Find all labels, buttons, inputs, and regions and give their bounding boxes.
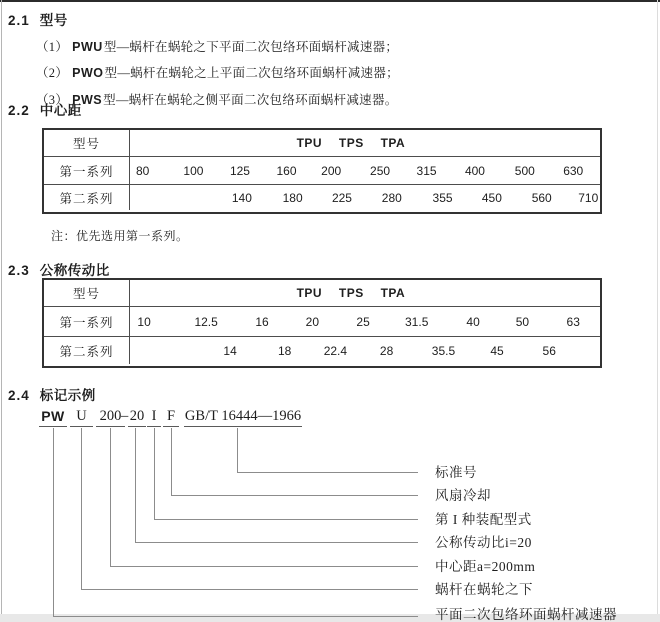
table-row-values	[130, 157, 600, 184]
table-row-label: 第一系列	[44, 157, 130, 184]
table-cell: 315	[416, 163, 437, 178]
table-cell: 63	[566, 314, 580, 329]
callout-nominal-ratio: 公称传动比i=20	[435, 535, 532, 550]
callout-worm-below-wheel: 蜗杆在蜗轮之下	[435, 582, 533, 597]
model-item-prefix: （3）	[36, 93, 69, 107]
page-top-border	[0, 0, 660, 2]
leader-hline-ratio	[135, 542, 418, 543]
table-row	[44, 306, 600, 336]
table-cell: 12.5	[194, 314, 218, 329]
table-cell: 225	[331, 190, 352, 205]
table-cell: 35.5	[431, 343, 456, 358]
callout-reducer-type-name: 平面二次包络环面蜗杆减速器	[435, 607, 617, 622]
table-cell: 31.5	[405, 314, 429, 329]
table-cell: 450	[481, 190, 502, 205]
leader-line-u	[81, 428, 82, 589]
leader-line-ratio	[135, 428, 136, 542]
table-cell: 560	[531, 190, 552, 205]
table-models-header: TPU TPS TPA	[296, 136, 406, 150]
table-cell: 56	[542, 343, 556, 358]
table-cell: 280	[381, 190, 402, 205]
code-part-standard: GB/T 16444—1966	[184, 408, 302, 427]
leader-hline-assembly	[154, 519, 418, 520]
table-cell: 10	[137, 314, 151, 329]
table-cell: 140	[231, 190, 252, 205]
table-row	[44, 156, 600, 184]
page-left-border	[1, 0, 2, 614]
section-heading-center-distance	[8, 103, 82, 119]
leader-hline-pw	[53, 616, 418, 617]
table-header-row	[44, 280, 600, 306]
leader-hline-standard	[237, 472, 418, 473]
code-part-center-distance: 200	[96, 408, 125, 427]
table-corner-label: 型号	[44, 280, 130, 306]
model-item-prefix: （1）	[36, 40, 69, 54]
section-title: 公称传动比	[39, 263, 110, 278]
table-corner-label: 型号	[44, 130, 130, 156]
leader-line-fan	[171, 428, 172, 495]
table-cell: 22.4	[323, 343, 348, 358]
model-item-code: PWS	[72, 93, 103, 107]
section-number: 2.2	[8, 103, 30, 118]
table-header-cell	[130, 280, 600, 306]
section-heading-marking-example	[8, 388, 96, 404]
model-item-desc: 型—蜗杆在蜗轮之侧平面二次包络环面蜗杆减速器。	[103, 93, 398, 107]
model-item-desc: 型—蜗杆在蜗轮之上平面二次包络环面蜗杆减速器；	[104, 66, 399, 80]
code-dash: –	[121, 408, 129, 424]
code-part-fan: F	[163, 408, 179, 427]
table-row-label: 第二系列	[44, 337, 130, 364]
callout-assembly-type: 第 I 种装配型式	[435, 512, 532, 527]
table-models-header: TPU TPS TPA	[296, 286, 406, 300]
table-cell: 20	[305, 314, 320, 329]
leader-line-pw	[53, 428, 54, 616]
table-cell: 14	[223, 343, 237, 358]
page-right-border	[657, 0, 658, 614]
callout-fan-cooling: 风扇冷却	[435, 488, 491, 503]
ratio-table	[42, 278, 602, 368]
model-item-code: PWO	[72, 66, 104, 80]
model-item-desc: 型—蜗杆在蜗轮之下平面二次包络环面蜗杆减速器；	[103, 40, 399, 54]
table-row	[44, 184, 600, 210]
section-title: 标记示例	[39, 388, 96, 403]
section-heading-model	[8, 13, 68, 29]
leader-line-assembly	[154, 428, 155, 519]
table-row-values	[130, 307, 600, 336]
table-cell: 40	[466, 314, 480, 329]
table-cell: 18	[277, 343, 292, 358]
model-item-pwo	[36, 66, 399, 81]
code-part-ratio: 20	[128, 408, 146, 427]
table-row-values	[130, 185, 600, 210]
table-cell: 200	[321, 163, 342, 178]
table-cell: 400	[464, 163, 485, 178]
leader-line-standard	[237, 428, 238, 472]
model-item-pwu	[36, 40, 398, 55]
table-cell: 28	[379, 343, 394, 358]
model-item-code: PWU	[72, 40, 103, 54]
table-cell: 25	[356, 314, 370, 329]
table-header-row	[44, 130, 600, 156]
table-cell: 710	[578, 190, 599, 205]
leader-hline-fan	[171, 495, 418, 496]
table-cell: 180	[282, 190, 303, 205]
table-cell: 45	[490, 343, 504, 358]
table-note: 注：优先选用第一系列。	[51, 229, 189, 243]
center-distance-table	[42, 128, 602, 214]
model-item-pws	[36, 93, 398, 108]
section-heading-ratio	[8, 263, 110, 279]
leader-line-a	[110, 428, 111, 566]
table-cell: 50	[515, 314, 530, 329]
section-title: 中心距	[39, 103, 82, 118]
section-number: 2.3	[8, 263, 30, 278]
code-part-assembly: I	[147, 408, 161, 427]
table-header-cell	[130, 130, 600, 156]
table-cell: 355	[432, 190, 453, 205]
callout-center-distance: 中心距a=200mm	[435, 559, 536, 574]
table-cell: 100	[183, 163, 204, 178]
leader-hline-a	[110, 566, 418, 567]
callout-standard-number: 标准号	[435, 465, 477, 480]
table-row-values	[130, 337, 600, 364]
leader-hline-u	[81, 589, 418, 590]
table-row	[44, 336, 600, 364]
section-number: 2.4	[8, 388, 30, 403]
table-row-label: 第一系列	[44, 307, 130, 336]
table-cell: 630	[563, 163, 584, 178]
table-cell: 80	[136, 163, 150, 178]
code-part-pw: PW	[39, 408, 67, 427]
model-item-prefix: （2）	[36, 66, 69, 80]
table-row-label: 第二系列	[44, 185, 130, 210]
table-cell: 16	[255, 314, 269, 329]
section-title: 型号	[39, 13, 68, 28]
table-cell: 125	[229, 163, 250, 178]
table-cell: 160	[276, 163, 297, 178]
code-part-u: U	[70, 408, 93, 427]
table-cell: 500	[514, 163, 535, 178]
section-number: 2.1	[8, 13, 30, 28]
table-cell: 250	[370, 163, 391, 178]
